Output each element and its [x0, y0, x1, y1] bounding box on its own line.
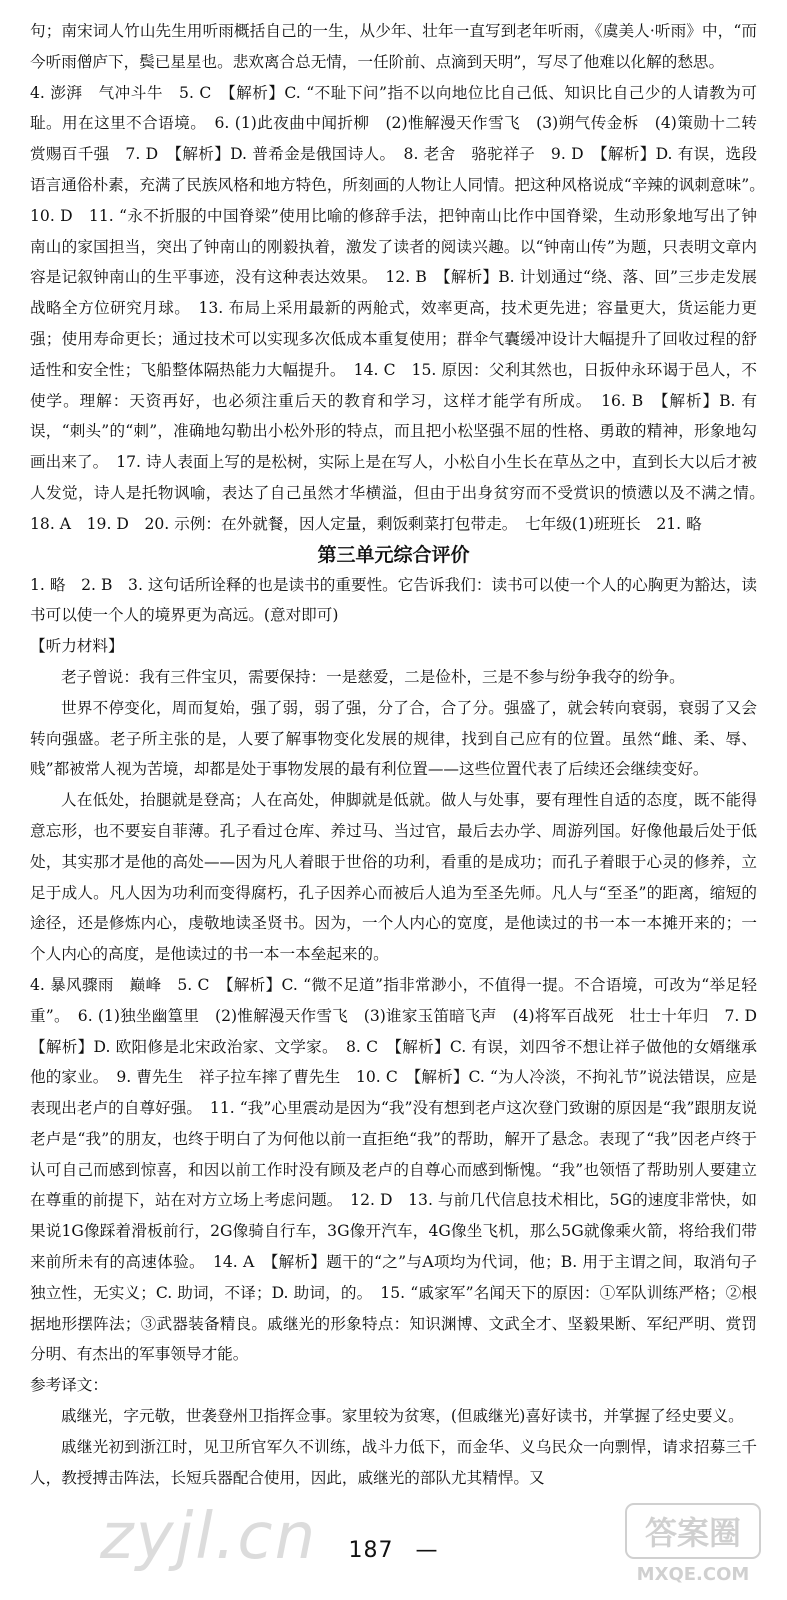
stamp-text: 答案圈	[644, 1514, 742, 1552]
stamp-url: MXQE.COM	[636, 1564, 750, 1585]
translation-label: 参考译文：	[30, 1376, 108, 1395]
listening-paragraph-1: 世界不停变化，周而复始，强了弱，弱了强，分了合，合了分。强盛了，就会转向衰弱，衰弱了又会转向强盛。老子所主张的是，人要了解事物变化发展的规律，找到自己应有的位置。虽然“雌、柔、辱、贱”都被常人视为苦境，却都是处于事物发展的最有利位置——这些位置代表了后续还会继续变好。	[30, 698, 757, 779]
answer-paragraph-1: 4. 澎湃 气冲斗牛 5. C 【解析】C. “不耻下问”指不以向地位比自己低、知识比自己少的人请教为可耻。用在这里不合语境。 6. (1)此夜曲中闻折柳 (2)惟解漫天作雪飞 (3)朔气传金柝 (4)策勋十二转 赏赐百千强 7. D 【解析】D. 普希金是俄国诗人。 8. 老舍 骆驼祥子 9. D 【解析】D. 有误，选段语言通俗朴素，充满了民族风格和地方特色，所刻画的人物让人同情。把这种风格说成“辛辣的讽刺意味”。 10. D 11. “永不折服的中国脊梁”使用比喻的修辞手法，把钟南山比作中国脊梁，生动形象地写出了钟南山的家国担当，突出了钟南山的刚毅执着，激发了读者的阅读兴趣。以“钟南山传”为题，只表明文章内容是记叙钟南山的生平事迹，没有这种表达效果。 12. B 【解析】B. 计划通过“绕、落、回”三步走发展战略全方位研究月球。 13. 布局上采用最新的两舱式，效率更高，技术更先进；容量更大，货运能力更强；使用寿命更长；通过技术可以实现多次低成本重复使用；群伞气囊缓冲设计大幅提升了回收过程的舒适性和安全性；飞船整体隔热能力大幅提升。 14. C 15. 原因：父利其然也，日扳仲永环谒于邑人，不使学。理解：天资再好，也必须注重后天的教育和学习，这样才能学有所成。 16. B 【解析】B. 有误，“刺头”的“刺”，准确地勾勒出小松外形的特点，而且把小松坚强不屈的性格、勇敢的精神，形象地勾画出来了。 17. 诗人表面上写的是松树，实际上是在写人，小松自小生长在草丛之中，直到长大以后才被人发觉，诗人是托物讽喻，表达了自己虽然才华横溢，但由于出身贫穷而不受赏识的愤懑以及不满之情。 18. A 19. D 20. 示例：在外就餐，因人定量，剩饭剩菜打包带走。 七年级(1)班班长 21. 略	[30, 83, 773, 533]
answer-paragraph-0: 句；南宋词人竹山先生用听雨概括自己的一生，从少年、壮年一直写到老年听雨，《虞美人·听雨》中，“而今听雨僧庐下，鬓已星星也。悲欢离合总无情，一任阶前、点滴到天明”，写尽了他难以化解的愁思。	[30, 22, 757, 71]
listening-paragraph-0: 老子曾说：我有三件宝贝，需要保持：一是慈爱，二是俭朴，三是不参与纷争我夺的纷争。	[61, 667, 685, 686]
answer-paragraph-unit3-continued: 4. 暴风骤雨 巅峰 5. C 【解析】C. “微不足道”指非常渺小，不值得一提。不合语境，可改为“举足轻重”。 6. (1)独坐幽篁里 (2)惟解漫天作雪飞 (3)谁家玉笛暗飞声 (4)将军百战死 壮士十年归 7. D 【解析】D. 欧阳修是北宋政治家、文学家。 8. C 【解析】C. 有误，刘四爷不想让祥子做他的女婿继承他的家业。 9. 曹先生 祥子拉车摔了曹先生 10. C 【解析】C. “为人冷淡，不拘礼节”说法错误，应是表现出老卢的自尊好强。 11. “我”心里震动是因为“我”没有想到老卢这次登门致谢的原因是“我”跟朋友说老卢是“我”的朋友，也终于明白了为何他以前一直拒绝“我”的帮助，解开了悬念。表现了“我”因老卢终于认可自己而感到惊喜，和因以前工作时没有顾及老卢的自尊心而感到惭愧。“我”也领悟了帮助别人要建立在尊重的前提下，站在对方立场上考虑问题。 12. D 13. 与前几代信息技术相比，5G的速度非常快，如果说1G像踩着滑板前行，2G像骑自行车，3G像开汽车，4G像坐飞机，那么5G就像乘火箭，将给我们带来前所未有的高速体验。 14. A 【解析】题干的“之”与A项均为代词，他；B. 用于主谓之间，取消句子独立性，无实义；C. 助词，不译；D. 助词，的。 15. “戚家军”名闻天下的原因：①军队训练严格；②根据地形摆阵法；③武器装备精良。戚继光的形象特点：知识渊博、文武全才、坚毅果断、军纪严明、赏罚分明、有杰出的军事领导才能。	[30, 975, 773, 1364]
translation-paragraph-0: 戚继光，字元敬，世袭登州卫指挥佥事。家里较为贫寒，(但戚继光)喜好读书，并掌握了经史要义。	[61, 1407, 744, 1426]
listening-paragraph-2: 人在低处，抬腿就是登高；人在高处，伸脚就是低就。做人与处事，要有理性自适的态度，既不能得意忘形，也不要妄自菲薄。孔子看过仓库、养过马、当过官，最后去办学、周游列国。好像他最后处于低处，其实那才是他的高处——因为凡人着眼于世俗的功利，看重的是成功；而孔子着眼于心灵的修养，立足于成人。凡人因为功利而变得腐朽，孔子因养心而被后人追为至圣先师。凡人与“至圣”的距离，缩短的途径，还是修炼内心，虔敬地读圣贤书。因为，一个人内心的宽度，是他读过的书一本一本摊开来的；一个人内心的高度，是他读过的书一本一本垒起来的。	[30, 791, 757, 964]
page-number-value: 187	[348, 1538, 394, 1563]
section-title: 第三单元综合评价	[317, 543, 470, 566]
watermark-logo: zyjl.cn	[100, 1500, 318, 1574]
listening-label: 【听力材料】	[30, 637, 124, 656]
answer-paragraph-unit3: 1. 略 2. B 3. 这句话所诠释的也是读书的重要性。它告诉我们：读书可以使一个人的心胸更为豁达，读书可以使一个人的境界更为高远。(意对即可)	[30, 575, 757, 625]
page-number-dash: —	[415, 1538, 439, 1563]
translation-paragraph-1: 戚继光初到浙江时，见卫所官军久不训练，战斗力低下，而金华、义乌民众一向剽悍，请求招募三千人，教授搏击阵法，长短兵器配合使用，因此，戚继光的部队尤其精悍。又	[30, 1437, 757, 1487]
page-number	[0, 1538, 787, 1563]
